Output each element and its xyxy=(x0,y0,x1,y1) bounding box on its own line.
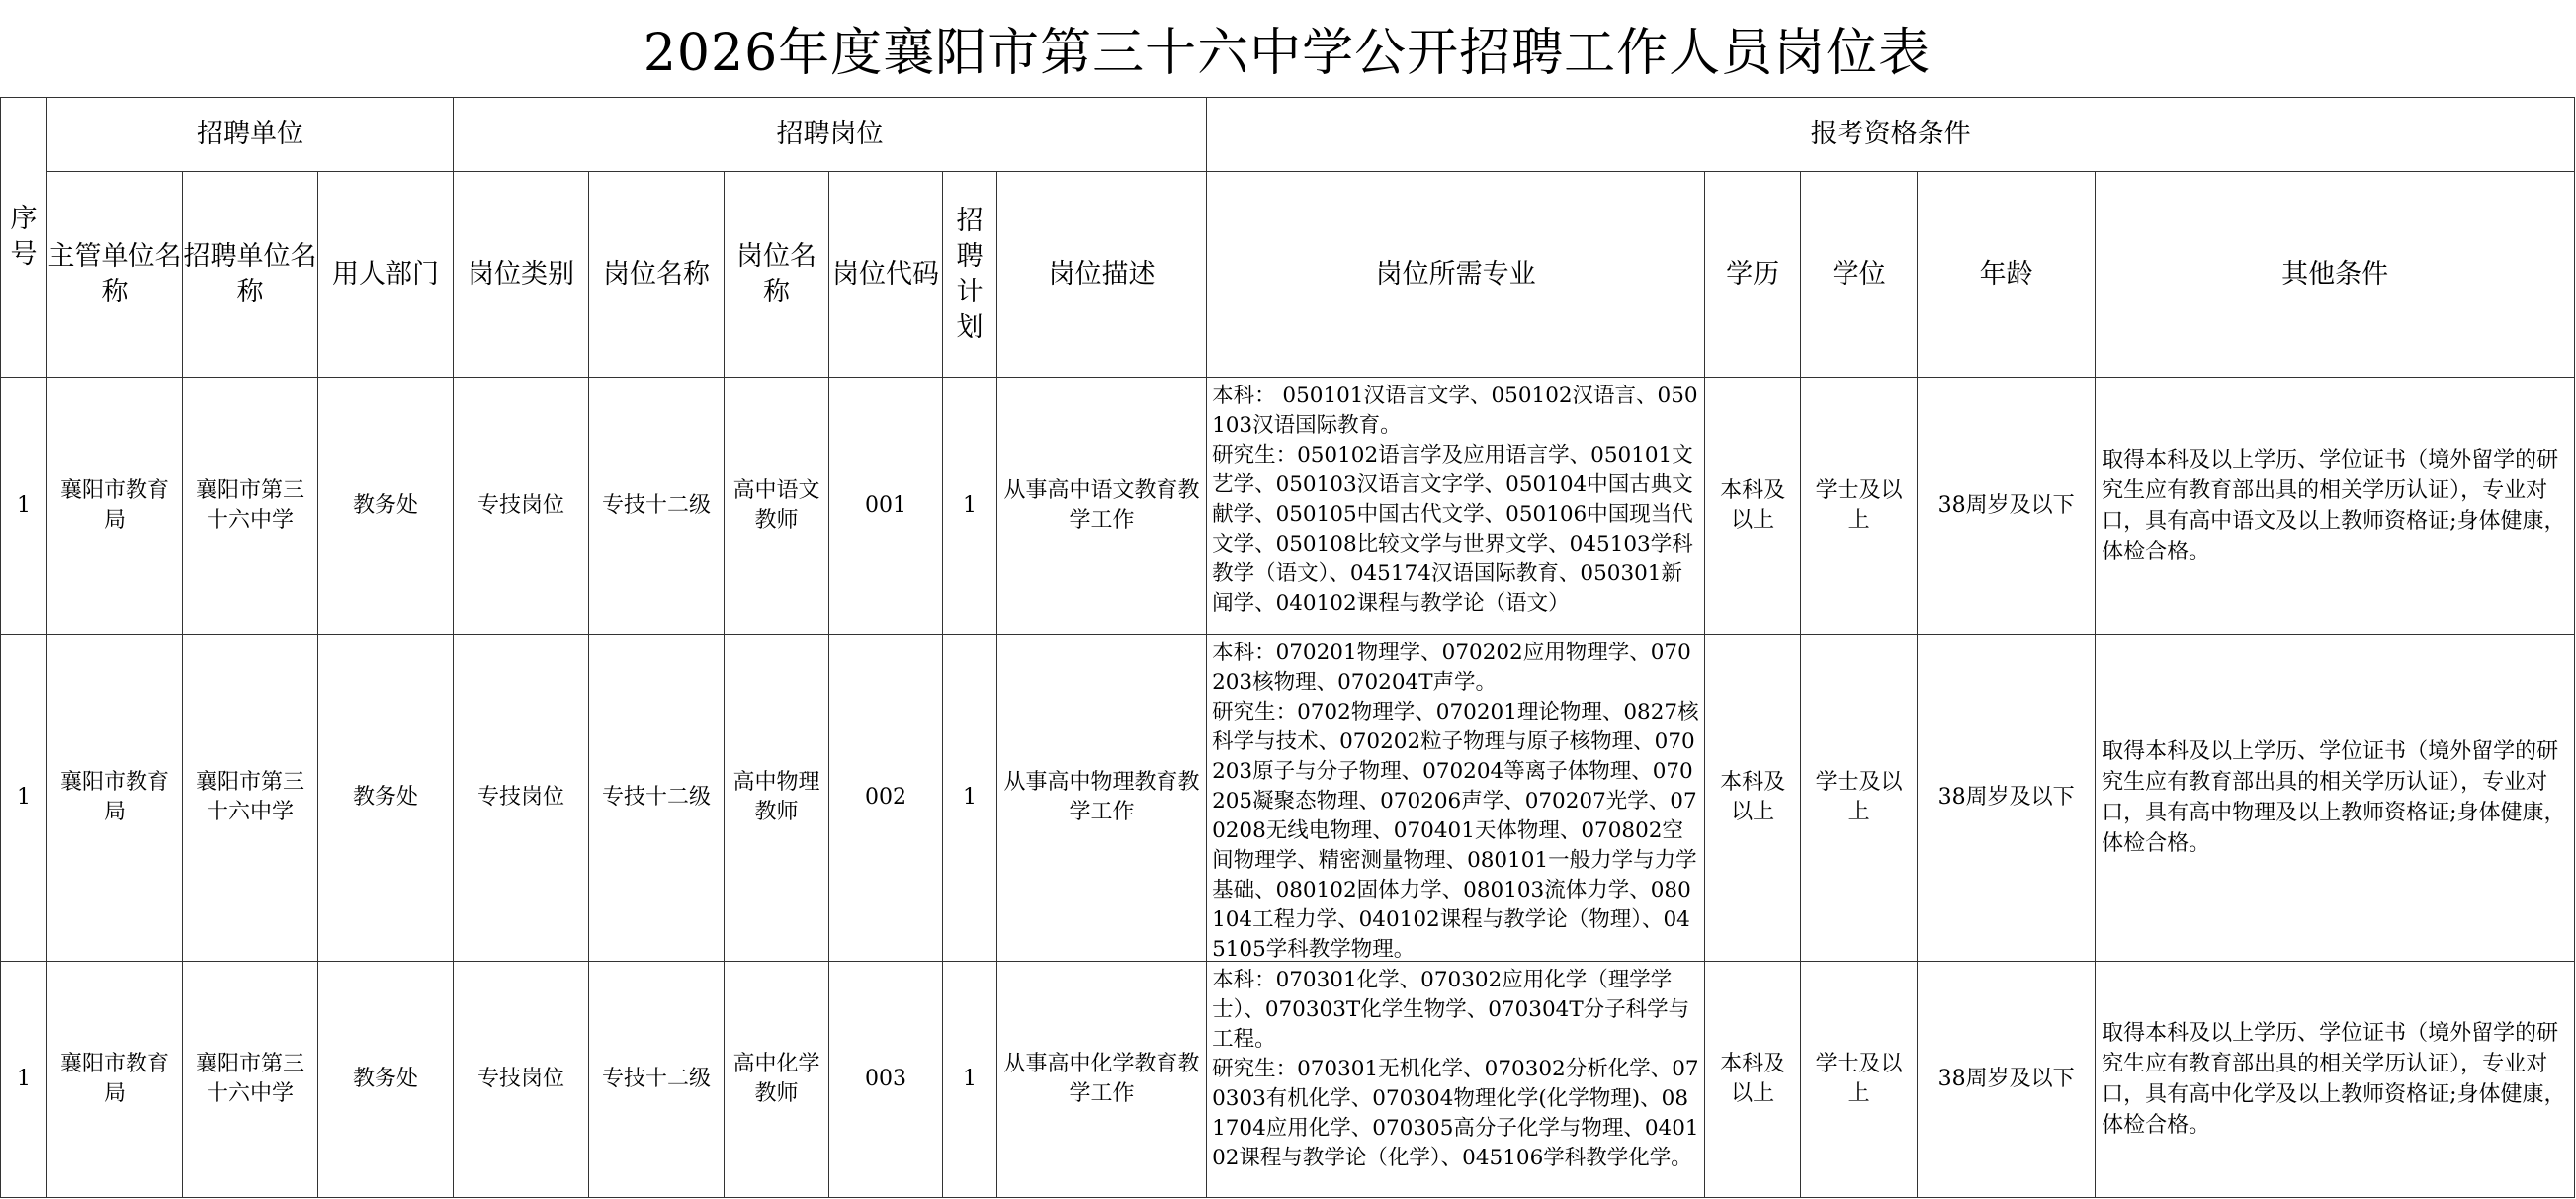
header-level: 岗位名称 xyxy=(589,172,725,378)
header-degree: 学位 xyxy=(1801,172,1918,378)
cell-category: 专技岗位 xyxy=(454,962,589,1198)
header-group-post: 招聘岗位 xyxy=(454,98,1207,172)
cell-level: 专技十二级 xyxy=(589,635,725,962)
cell-seq: 1 xyxy=(1,378,47,635)
cell-desc: 从事高中化学教育教学工作 xyxy=(997,962,1207,1198)
major-text: 本科：070301化学、070302应用化学（理学学士）、070303T化学生物学、070304T分子科学与工程。 研究生：070301无机化学、070302分析化学、070303有机化学、070304物理化学(化学物理)、081704应用化学、070305高分子化学与物理、040102课程与教学论（化学）、045106学科教学化学。 xyxy=(1212,968,1699,1170)
cell-category: 专技岗位 xyxy=(454,378,589,635)
cell-code: 001 xyxy=(829,378,943,635)
cell-education: 本科及以上 xyxy=(1705,378,1801,635)
column-header-row xyxy=(1,172,2575,378)
header-group-unit: 招聘单位 xyxy=(47,98,454,172)
header-seq: 序号 xyxy=(1,98,47,378)
cell-post-name: 高中语文教师 xyxy=(725,378,829,635)
cell-other: 取得本科及以上学历、学位证书（境外留学的研究生应有教育部出具的相关学历认证），专业对口，具有高中物理及以上教师资格证;身体健康，体检合格。 xyxy=(2096,635,2575,962)
header-group-qualification: 报考资格条件 xyxy=(1207,98,2575,172)
cell-dept: 教务处 xyxy=(318,378,454,635)
group-header-row xyxy=(1,98,2575,172)
cell-desc: 从事高中物理教育教学工作 xyxy=(997,635,1207,962)
cell-seq: 1 xyxy=(1,635,47,962)
page-title: 2026年度襄阳市第三十六中学公开招聘工作人员岗位表 xyxy=(643,24,1932,83)
header-employer: 招聘单位名称 xyxy=(183,172,318,378)
header-age: 年龄 xyxy=(1918,172,2096,378)
cell-major xyxy=(1207,378,1705,635)
header-other: 其他条件 xyxy=(2096,172,2575,378)
cell-code: 003 xyxy=(829,962,943,1198)
cell-degree: 学士及以上 xyxy=(1801,635,1918,962)
cell-employer: 襄阳市第三十六中学 xyxy=(183,635,318,962)
header-plan: 招聘计划 xyxy=(943,172,997,378)
cell-dept: 教务处 xyxy=(318,962,454,1198)
cell-post-name: 高中化学教师 xyxy=(725,962,829,1198)
cell-major xyxy=(1207,962,1705,1198)
cell-authority: 襄阳市教育局 xyxy=(47,962,183,1198)
cell-degree: 学士及以上 xyxy=(1801,962,1918,1198)
cell-level: 专技十二级 xyxy=(589,378,725,635)
header-category: 岗位类别 xyxy=(454,172,589,378)
major-text: 本科： 050101汉语言文学、050102汉语言、050103汉语国际教育。 研究生：050102语言学及应用语言学、050101文艺学、050103汉语言文字学、050104中国古典文献学、050105中国古代文学、050106中国现当代文学、050108比较文学与世界文学、045103学科教学（语文）、045174汉语国际教育、050301新闻学、040102课程与教学论（语文） xyxy=(1212,384,1698,616)
cell-degree: 学士及以上 xyxy=(1801,378,1918,635)
cell-authority: 襄阳市教育局 xyxy=(47,378,183,635)
cell-level: 专技十二级 xyxy=(589,962,725,1198)
cell-seq: 1 xyxy=(1,962,47,1198)
cell-plan: 1 xyxy=(943,635,997,962)
header-post-name: 岗位名称 xyxy=(725,172,829,378)
cell-other: 取得本科及以上学历、学位证书（境外留学的研究生应有教育部出具的相关学历认证），专业对口，具有高中化学及以上教师资格证;身体健康，体检合格。 xyxy=(2096,962,2575,1198)
header-dept: 用人部门 xyxy=(318,172,454,378)
cell-authority: 襄阳市教育局 xyxy=(47,635,183,962)
cell-education: 本科及以上 xyxy=(1705,962,1801,1198)
table-row xyxy=(1,962,2575,1198)
header-desc: 岗位描述 xyxy=(997,172,1207,378)
cell-plan: 1 xyxy=(943,962,997,1198)
cell-dept: 教务处 xyxy=(318,635,454,962)
cell-other: 取得本科及以上学历、学位证书（境外留学的研究生应有教育部出具的相关学历认证），专业对口，具有高中语文及以上教师资格证;身体健康，体检合格。 xyxy=(2096,378,2575,635)
header-authority: 主管单位名称 xyxy=(47,172,183,378)
table-row xyxy=(1,378,2575,635)
header-education: 学历 xyxy=(1705,172,1801,378)
cell-category: 专技岗位 xyxy=(454,635,589,962)
cell-major xyxy=(1207,635,1705,962)
cell-code: 002 xyxy=(829,635,943,962)
cell-age: 38周岁及以下 xyxy=(1918,635,2096,962)
major-text: 本科：070201物理学、070202应用物理学、070203核物理、070204T声学。 研究生：0702物理学、070201理论物理、0827核科学与技术、070202粒子物理与原子核物理、070203原子与分子物理、070204等离子体物理、070205凝聚态物理、070206声学、070207光学、070208无线电物理、070401天体物理、070802空间物理学、精密测量物理、080101一般力学与力学基础、080102固体力学、080103流体力学、080104工程力学、040102课程与教学论（物理）、045105学科教学物理。 xyxy=(1212,641,1699,961)
cell-age: 38周岁及以下 xyxy=(1918,962,2096,1198)
cell-employer: 襄阳市第三十六中学 xyxy=(183,962,318,1198)
cell-education: 本科及以上 xyxy=(1705,635,1801,962)
cell-age: 38周岁及以下 xyxy=(1918,378,2096,635)
table-row xyxy=(1,635,2575,962)
cell-employer: 襄阳市第三十六中学 xyxy=(183,378,318,635)
header-major: 岗位所需专业 xyxy=(1207,172,1705,378)
header-code: 岗位代码 xyxy=(829,172,943,378)
cell-desc: 从事高中语文教育教学工作 xyxy=(997,378,1207,635)
positions-table xyxy=(0,97,2575,1198)
cell-post-name: 高中物理教师 xyxy=(725,635,829,962)
cell-plan: 1 xyxy=(943,378,997,635)
